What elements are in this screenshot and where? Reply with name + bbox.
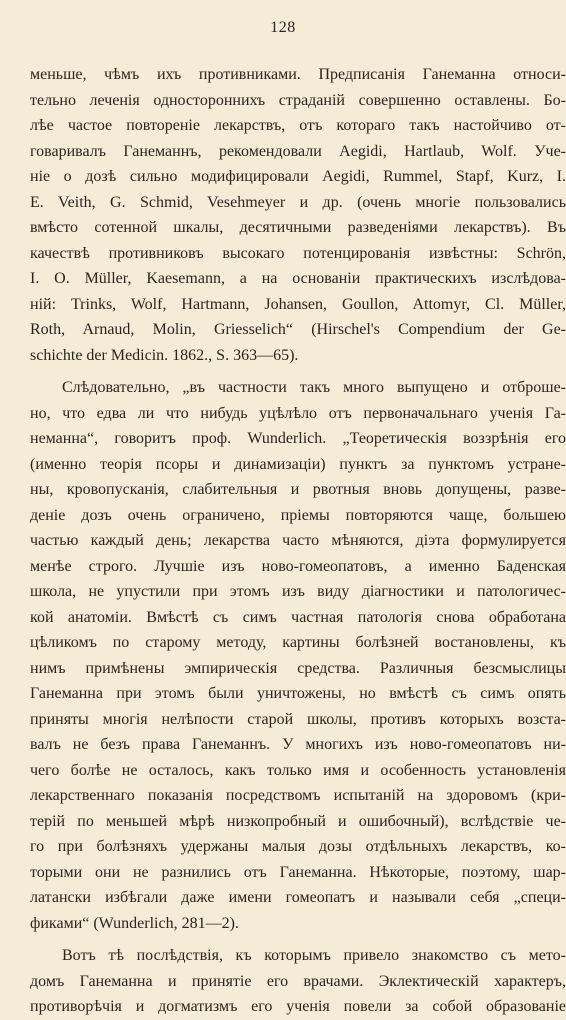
text-line: Вотъ тѣ послѣдствія, къ которымъ привело знакомство съ мето- — [62, 947, 566, 964]
text-line: (именно теорія псоры и динамизаціи) пунктъ за пунктомъ устране- — [30, 455, 566, 473]
body-text — [30, 62, 566, 1020]
text-line: частью каждый день; лекарства часто мѣняются, діэта формулируется — [30, 532, 566, 549]
text-line: противорѣчія и догматизмъ его ученія повели за собой образованіе — [30, 998, 566, 1015]
text-line: валъ не безъ права Ганеманнъ. У многихъ изъ ново-гомеопатовъ ни- — [30, 736, 566, 753]
text-line: домъ Ганеманна и принятіе его врачами. Эклектическій характеръ, — [30, 972, 566, 990]
text-line: менѣе строго. Лучшіе изъ ново-гомеопатовъ, а именно Баденская — [30, 557, 566, 575]
text-line: лекарственнаго показанія посредствомъ испытаній на здоровомъ (кри- — [30, 787, 566, 804]
text-line: школа, не упустили при этомъ изъ виду діагностики и патологичес- — [30, 583, 566, 600]
text-line: Слѣдовательно, „въ частности такъ много выпущено и отброше- — [62, 379, 566, 396]
text-line: го при болѣзняхъ удержаны малыя дозы отдѣльныхъ лекарствъ, ко- — [30, 838, 566, 855]
text-line: ны, кровопусканія, слабительныя и рвотныя вновь допущены, разве- — [30, 481, 566, 498]
text-line: качествѣ противниковъ высокаго потенцированія извѣстны: Schrön, — [30, 244, 566, 262]
paragraph — [30, 62, 566, 368]
paragraph — [30, 375, 566, 936]
text-line: терій по меньшей мѣрѣ низкопробный и ошибочный), вслѣдствіе че- — [30, 812, 566, 830]
paragraph-gap — [30, 368, 566, 375]
text-line: но, что едва ли что нибудь уцѣлѣло отъ первоначальнаго ученія Га- — [30, 404, 566, 422]
text-line: вмѣсто сотенной шкалы, десятичными разведеніями лекарствъ). Въ — [30, 219, 566, 236]
text-line: латански избѣгали даже имени гомеопатъ и называли себя „специ- — [30, 889, 566, 906]
text-line: I. O. Müller, Kaesemann, а на основаніи практическихъ изслѣдова- — [30, 270, 566, 287]
text-line: ній: Trinks, Wolf, Hartmann, Johansen, Goullon, Attomyr, Cl. Müller, — [30, 295, 566, 313]
text-line: приняты многія нелѣпости старой школы, противъ которыхъ возста- — [30, 710, 566, 728]
text-line: говаривалъ Ганеманнъ, рекомендовали Aegidi, Hartlaub, Wolf. Уче- — [30, 142, 566, 160]
paragraph-gap — [30, 936, 566, 943]
text-line: Roth, Arnaud, Molin, Griesselich“ (Hirschel's Compendium der Ge- — [30, 321, 566, 338]
text-line: нимъ примѣнены эмпирическія средства. Различныя безсмыслицы — [30, 659, 566, 677]
text-line: деніе дозъ очень ограничено, пріемы повторяются чаще, большею — [30, 506, 566, 524]
page-number: 128 — [270, 19, 296, 36]
text-line: ніе о дозѣ сильно модифицировали Aegidi, Rummel, Stapf, Kurz, I. — [30, 168, 566, 185]
paragraph — [30, 943, 566, 1020]
text-line: фиками“ (Wunderlich, 281—2). — [30, 914, 239, 932]
text-line: чего болѣе не осталось, какъ только имя и особенность установленія — [30, 761, 566, 779]
text-line: Ганеманна при этомъ были уничтожены, но вмѣстѣ съ симъ опять — [30, 685, 566, 702]
text-line: меньше, чѣмъ ихъ противниками. Предписанія Ганеманна относи- — [30, 66, 566, 83]
text-line: тельно леченія одностороннихъ страданій совершенно оставлены. Бо- — [30, 91, 566, 109]
text-line: кой анатоміи. Вмѣстѣ съ симъ частная патологія снова обработана — [30, 608, 566, 626]
text-line: торыми они не разнились отъ Ганеманна. Нѣкоторые, поэтому, шар- — [30, 863, 566, 881]
text-line: schichte der Medicin. 1862., S. 363—65). — [30, 346, 299, 364]
text-line: неманна“, говоритъ проф. Wunderlich. „Теоретическія воззрѣнія его — [30, 430, 566, 447]
text-line: E. Veith, G. Schmid, Vesehmeyer и др. (очень многіе пользовались — [30, 193, 566, 211]
text-line: цѣликомъ по старому методу, картины болѣзней востановлены, къ — [30, 634, 566, 651]
text-line: лѣе частое повтореніе лекарствъ, отъ котораго такъ настойчиво от- — [30, 117, 566, 134]
